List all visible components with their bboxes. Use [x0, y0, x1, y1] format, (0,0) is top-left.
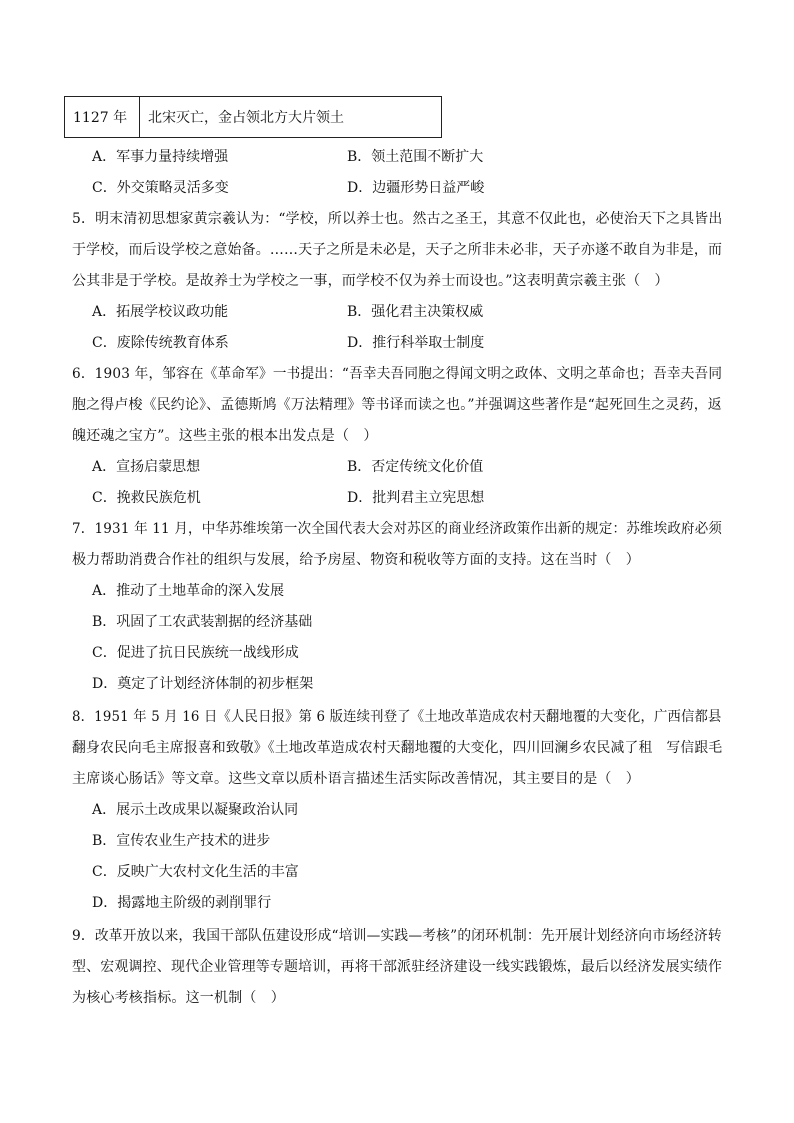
q6-option-d[interactable]: D．批判君主立宪思想: [347, 490, 485, 506]
q7-option-b[interactable]: B．巩固了工农武装割据的经济基础: [92, 614, 313, 630]
table-cell-year: 1127 年: [65, 97, 140, 137]
q7-option-d[interactable]: D．奠定了计划经济体制的初步框架: [92, 676, 314, 692]
q8-stem-line-2: 翻身农民向毛主席报喜和致敬》《土地改革造成农村天翻地覆的大变化，四川回澜乡农民减了租 写信跟毛: [72, 740, 723, 756]
q4-option-b[interactable]: B．领土范围不断扩大: [347, 149, 484, 165]
q8-stem-line-1: 8．1951 年 5 月 16 日《人民日报》第 6 版连续刊登了《土地改革造成农村天翻地覆的大变化，广西信都县: [72, 709, 722, 725]
q8-option-d[interactable]: D．揭露地主阶级的剥削罪行: [92, 895, 272, 911]
q5-stem-line-1: 5．明末清初思想家黄宗羲认为：“学校，所以养士也。然古之圣王，其意不仅此也，必使治天下之具皆出: [72, 211, 723, 227]
q6-stem-line-2: 胞之得卢梭《民约论》、孟德斯鸠《万法精理》等书译而读之也。”并强调这些著作是“起死回生之灵药，返: [72, 397, 722, 413]
q4-option-c[interactable]: C．外交策略灵活多变: [92, 180, 229, 196]
table-cell-event: 北宋灭亡，金占领北方大片领土: [148, 110, 344, 126]
q6-option-b[interactable]: B．否定传统文化价值: [347, 459, 484, 475]
q4-option-d[interactable]: D．边疆形势日益严峻: [347, 180, 485, 196]
q6-stem-line-1: 6．1903 年，邹容在《革命军》一书提出：“吾幸夫吾同胞之得闻文明之政体、文明之革命也；吾幸夫吾同: [72, 366, 723, 382]
q6-stem-line-3: 魄还魂之宝方”。这些主张的根本出发点是（ ）: [72, 428, 378, 444]
q7-stem-line-2: 极力帮助消费合作社的组织与发展，给予房屋、物资和税收等方面的支持。这在当时（ ）: [72, 552, 640, 568]
q8-option-a[interactable]: A．展示土改成果以凝聚政治认同: [92, 802, 299, 818]
q8-stem-line-3: 主席谈心肠话》等文章。这些文章以质朴语言描述生活实际改善情况，其主要目的是（ ）: [72, 771, 640, 787]
q7-option-c[interactable]: C．促进了抗日民族统一战线形成: [92, 645, 299, 661]
q7-stem-line-1: 7．1931 年 11 月，中华苏维埃第一次全国代表大会对苏区的商业经济政策作出新的规定：苏维埃政府必须: [72, 521, 723, 537]
q4-option-a[interactable]: A．军事力量持续增强: [92, 149, 229, 165]
q5-stem-line-3: 公其非是于学校。是故养士为学校之一事，而学校不仅为养士而设也。”这表明黄宗羲主张（ ）: [72, 273, 669, 289]
q7-option-a[interactable]: A．推动了土地革命的深入发展: [92, 583, 285, 599]
q9-stem-line-1: 9．改革开放以来，我国干部队伍建设形成“培训—实践—考核”的闭环机制：先开展计划经济向市场经济转: [72, 928, 722, 944]
q8-option-c[interactable]: C．反映广大农村文化生活的丰富: [92, 864, 299, 880]
q6-option-c[interactable]: C．挽救民族危机: [92, 490, 201, 506]
q5-option-c[interactable]: C．废除传统教育体系: [92, 335, 229, 351]
q9-stem-line-2: 型、宏观调控、现代企业管理等专题培训，再将干部派驻经济建设一线实践锻炼，最后以经济发展实绩作: [72, 959, 723, 975]
q5-option-b[interactable]: B．强化君主决策权威: [347, 304, 484, 320]
q9-stem-line-3: 为核心考核指标。这一机制（ ）: [72, 990, 285, 1006]
q5-stem-line-2: 于学校，而后设学校之意始备。……天子之所是未必是，天子之所非未必非，天子亦遂不敢自为非是，而: [72, 242, 723, 258]
q5-option-d[interactable]: D．推行科举取士制度: [347, 335, 485, 351]
history-table: [64, 96, 442, 138]
q6-option-a[interactable]: A．宣扬启蒙思想: [92, 459, 201, 475]
q5-option-a[interactable]: A．拓展学校议政功能: [92, 304, 229, 320]
q8-option-b[interactable]: B．宣传农业生产技术的进步: [92, 833, 271, 849]
